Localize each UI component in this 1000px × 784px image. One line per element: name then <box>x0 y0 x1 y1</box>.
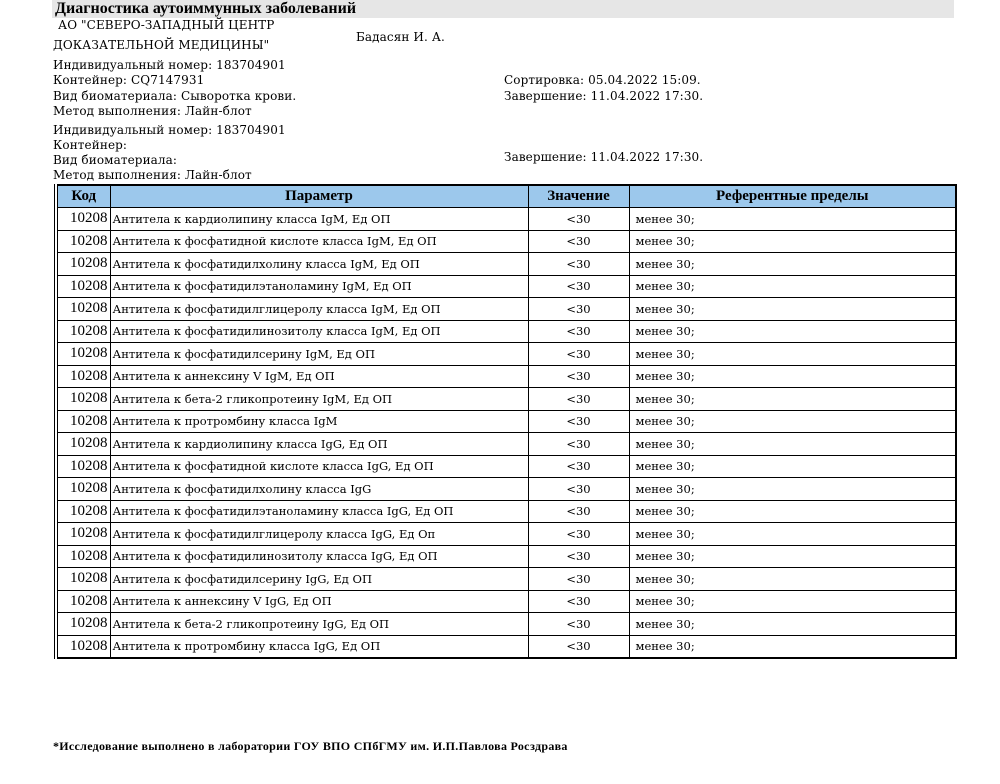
cell-code: 10208 <box>56 388 110 411</box>
cell-reference: менее 30; <box>629 253 956 276</box>
block2-completion: Завершение: 11.04.2022 17:30. <box>504 150 704 164</box>
block1-completion: Завершение: 11.04.2022 17:30. <box>504 89 704 103</box>
block1-id: Индивидуальный номер: 183704901 <box>53 58 286 72</box>
cell-parameter: Антитела к фосфатидилэтаноламину IgM, Ед ОП <box>110 275 528 298</box>
cell-parameter: Антитела к аннексину V IgG, Ед ОП <box>110 590 528 613</box>
cell-code: 10208 <box>56 275 110 298</box>
organization-line-1: АО "СЕВЕРО-ЗАПАДНЫЙ ЦЕНТР <box>58 18 275 32</box>
cell-value: <30 <box>528 343 629 366</box>
table-row <box>56 275 956 298</box>
table-row <box>56 590 956 613</box>
cell-code: 10208 <box>56 500 110 523</box>
cell-code: 10208 <box>56 320 110 343</box>
table-row <box>56 208 956 231</box>
table-row <box>56 635 956 658</box>
cell-reference: менее 30; <box>629 365 956 388</box>
cell-value: <30 <box>528 478 629 501</box>
table-row <box>56 343 956 366</box>
header-value: Значение <box>528 185 629 208</box>
cell-parameter: Антитела к протромбину класса IgG, Ед ОП <box>110 635 528 658</box>
cell-parameter: Антитела к фосфатидной кислоте класса IgM, Ед ОП <box>110 230 528 253</box>
block1-sorting: Сортировка: 05.04.2022 15:09. <box>504 73 701 87</box>
cell-reference: менее 30; <box>629 208 956 231</box>
cell-reference: менее 30; <box>629 635 956 658</box>
organization-line-2: ДОКАЗАТЕЛЬНОЙ МЕДИЦИНЫ" <box>53 38 270 52</box>
block1-container: Контейнер: CQ7147931 <box>53 73 205 87</box>
cell-code: 10208 <box>56 523 110 546</box>
cell-reference: менее 30; <box>629 568 956 591</box>
block2-id: Индивидуальный номер: 183704901 <box>53 123 286 137</box>
cell-parameter: Антитела к кардиолипину класса IgM, Ед ОП <box>110 208 528 231</box>
cell-value: <30 <box>528 320 629 343</box>
cell-code: 10208 <box>56 298 110 321</box>
table-row <box>56 365 956 388</box>
cell-reference: менее 30; <box>629 455 956 478</box>
cell-parameter: Антитела к фосфатидилглицеролу класса IgM, Ед ОП <box>110 298 528 321</box>
cell-reference: менее 30; <box>629 545 956 568</box>
cell-value: <30 <box>528 388 629 411</box>
block2-biomaterial: Вид биоматериала: <box>53 153 178 167</box>
cell-code: 10208 <box>56 433 110 456</box>
cell-code: 10208 <box>56 478 110 501</box>
cell-code: 10208 <box>56 568 110 591</box>
cell-code: 10208 <box>56 613 110 636</box>
cell-code: 10208 <box>56 455 110 478</box>
cell-reference: менее 30; <box>629 343 956 366</box>
block1-method: Метод выполнения: Лайн-блот <box>53 104 252 118</box>
cell-value: <30 <box>528 410 629 433</box>
cell-parameter: Антитела к бета-2 гликопротеину IgM, Ед ОП <box>110 388 528 411</box>
table-row <box>56 388 956 411</box>
table-row <box>56 298 956 321</box>
cell-reference: менее 30; <box>629 275 956 298</box>
header-parameter: Параметр <box>110 185 528 208</box>
cell-parameter: Антитела к фосфатидилхолину класса IgG <box>110 478 528 501</box>
table-row <box>56 230 956 253</box>
cell-parameter: Антитела к фосфатидилсерину IgG, Ед ОП <box>110 568 528 591</box>
header-reference: Референтные пределы <box>629 185 956 208</box>
cell-value: <30 <box>528 523 629 546</box>
cell-parameter: Антитела к кардиолипину класса IgG, Ед ОП <box>110 433 528 456</box>
cell-reference: менее 30; <box>629 320 956 343</box>
cell-reference: менее 30; <box>629 298 956 321</box>
cell-value: <30 <box>528 590 629 613</box>
cell-reference: менее 30; <box>629 590 956 613</box>
cell-code: 10208 <box>56 545 110 568</box>
cell-parameter: Антитела к фосфатидилхолину класса IgM, Ед ОП <box>110 253 528 276</box>
block1-biomaterial: Вид биоматериала: Сыворотка крови. <box>53 89 297 103</box>
cell-code: 10208 <box>56 635 110 658</box>
cell-reference: менее 30; <box>629 523 956 546</box>
cell-parameter: Антитела к фосфатидилэтаноламину класса IgG, Ед ОП <box>110 500 528 523</box>
patient-name: Бадасян И. А. <box>356 30 445 44</box>
cell-code: 10208 <box>56 208 110 231</box>
footnote: *Исследование выполнено в лаборатории ГОУ ВПО СПбГМУ им. И.П.Павлова Росздрава <box>53 739 568 753</box>
cell-parameter: Антитела к фосфатидилинозитолу класса IgM, Ед ОП <box>110 320 528 343</box>
document-title: Диагностика аутоиммунных заболеваний <box>55 0 357 17</box>
cell-value: <30 <box>528 298 629 321</box>
block2-method: Метод выполнения: Лайн-блот <box>53 168 252 182</box>
cell-value: <30 <box>528 613 629 636</box>
cell-reference: менее 30; <box>629 230 956 253</box>
table-row <box>56 455 956 478</box>
table-row <box>56 568 956 591</box>
cell-value: <30 <box>528 275 629 298</box>
cell-value: <30 <box>528 253 629 276</box>
cell-reference: менее 30; <box>629 478 956 501</box>
cell-parameter: Антитела к фосфатидной кислоте класса IgG, Ед ОП <box>110 455 528 478</box>
cell-code: 10208 <box>56 343 110 366</box>
cell-parameter: Антитела к фосфатидилглицеролу класса IgG, Ед Оп <box>110 523 528 546</box>
cell-parameter: Антитела к аннексину V IgM, Ед ОП <box>110 365 528 388</box>
cell-parameter: Антитела к фосфатидилинозитолу класса IgG, Ед ОП <box>110 545 528 568</box>
cell-value: <30 <box>528 433 629 456</box>
block2-container: Контейнер: <box>53 138 128 152</box>
table-row <box>56 613 956 636</box>
table-row <box>56 253 956 276</box>
cell-value: <30 <box>528 545 629 568</box>
table-row <box>56 478 956 501</box>
cell-reference: менее 30; <box>629 500 956 523</box>
cell-parameter: Антитела к бета-2 гликопротеину IgG, Ед ОП <box>110 613 528 636</box>
cell-value: <30 <box>528 635 629 658</box>
cell-code: 10208 <box>56 590 110 613</box>
table-row <box>56 410 956 433</box>
cell-reference: менее 30; <box>629 410 956 433</box>
cell-parameter: Антитела к фосфатидилсерину IgM, Ед ОП <box>110 343 528 366</box>
cell-code: 10208 <box>56 365 110 388</box>
cell-value: <30 <box>528 455 629 478</box>
cell-value: <30 <box>528 568 629 591</box>
table-row <box>56 545 956 568</box>
table-row <box>56 523 956 546</box>
table-row <box>56 500 956 523</box>
cell-value: <30 <box>528 208 629 231</box>
table-row <box>56 433 956 456</box>
cell-reference: менее 30; <box>629 388 956 411</box>
results-header-row <box>56 185 956 208</box>
cell-code: 10208 <box>56 230 110 253</box>
cell-value: <30 <box>528 365 629 388</box>
cell-value: <30 <box>528 230 629 253</box>
cell-value: <30 <box>528 500 629 523</box>
cell-reference: менее 30; <box>629 433 956 456</box>
cell-code: 10208 <box>56 253 110 276</box>
cell-reference: менее 30; <box>629 613 956 636</box>
cell-code: 10208 <box>56 410 110 433</box>
table-row <box>56 320 956 343</box>
header-code: Код <box>56 185 110 208</box>
cell-parameter: Антитела к протромбину класса IgM <box>110 410 528 433</box>
results-table <box>54 184 957 659</box>
